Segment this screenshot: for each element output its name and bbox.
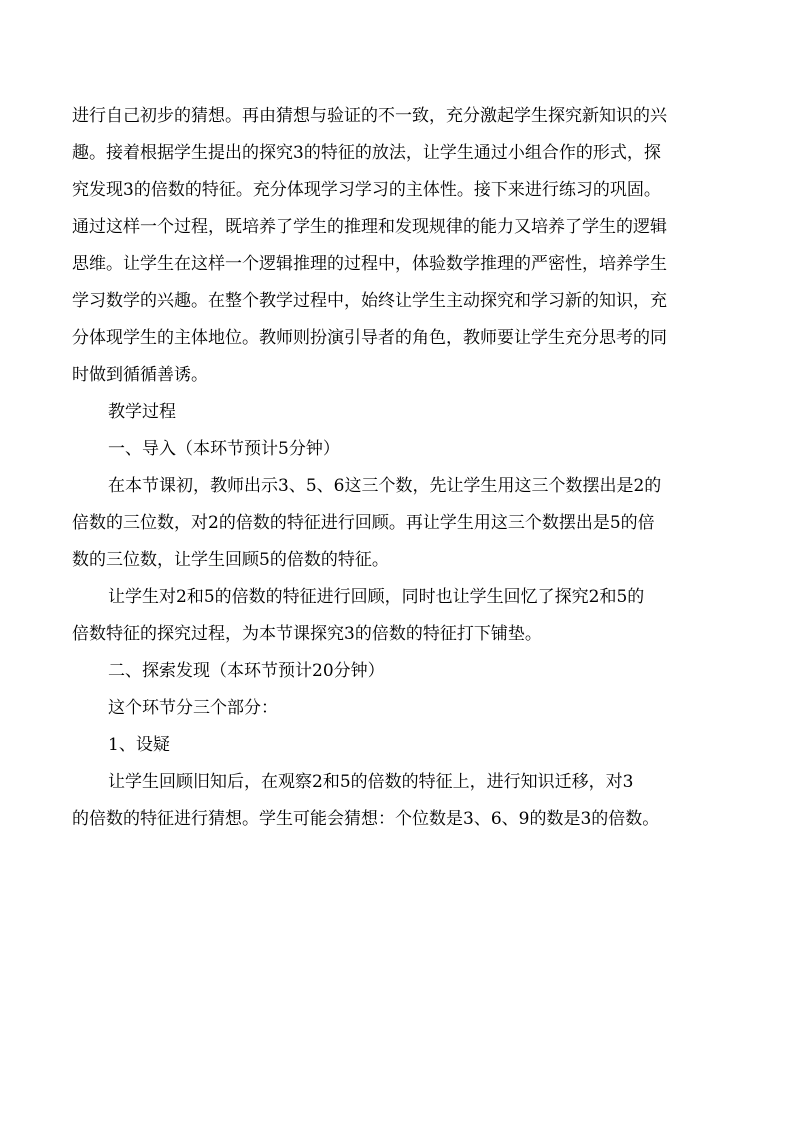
section-heading: 一、导入（本环节预计5分钟） xyxy=(108,439,340,459)
paragraph-line: 进行自己初步的猜想。再由猜想与验证的不一致，充分激起学生探究新知识的兴 xyxy=(72,106,667,126)
section-heading: 二、探索发现（本环节预计20分钟） xyxy=(108,661,385,681)
paragraph-line: 通过这样一个过程，既培养了学生的推理和发现规律的能力又培养了学生的逻辑 xyxy=(72,217,667,237)
paragraph-line: 让学生对2和5的倍数的特征进行回顾，同时也让学生回忆了探究2和5的 xyxy=(108,587,645,607)
paragraph-line: 趣。接着根据学生提出的探究3的特征的放法，让学生通过小组合作的形式，探 xyxy=(72,143,661,163)
paragraph-line: 分体现学生的主体地位。教师则扮演引导者的角色，教师要让学生充分思考的同 xyxy=(72,328,667,348)
section-heading: 教学过程 xyxy=(108,402,176,422)
paragraph-line: 思维。让学生在这样一个逻辑推理的过程中，体验数学推理的严密性，培养学生 xyxy=(72,254,667,274)
paragraph-line: 倍数特征的探究过程，为本节课探究3的倍数的特征打下铺垫。 xyxy=(72,624,542,644)
paragraph-line: 在本节课初，教师出示3、5、6这三个数，先让学生用这三个数摆出是2的 xyxy=(108,476,662,496)
paragraph-line: 究发现3的倍数的特征。充分体现学习学习的主体性。接下来进行练习的巩固。 xyxy=(72,180,661,200)
paragraph-line: 倍数的三位数，对2的倍数的特征进行回顾。再让学生用这三个数摆出是5的倍 xyxy=(72,513,655,533)
paragraph-line: 时做到循循善诱。 xyxy=(72,365,208,385)
subsection-heading: 1、设疑 xyxy=(108,735,170,755)
paragraph-line: 的倍数的特征进行猜想。学生可能会猜想：个位数是3、6、9的数是3的倍数。 xyxy=(72,809,660,829)
paragraph-line: 学习数学的兴趣。在整个教学过程中，始终让学生主动探究和学习新的知识，充 xyxy=(72,291,667,311)
paragraph-line: 这个环节分三个部分： xyxy=(108,698,278,718)
paragraph-line: 让学生回顾旧知后，在观察2和5的倍数的特征上，进行知识迁移，对3 xyxy=(108,772,634,792)
paragraph-line: 数的三位数，让学生回顾5的倍数的特征。 xyxy=(72,550,389,570)
